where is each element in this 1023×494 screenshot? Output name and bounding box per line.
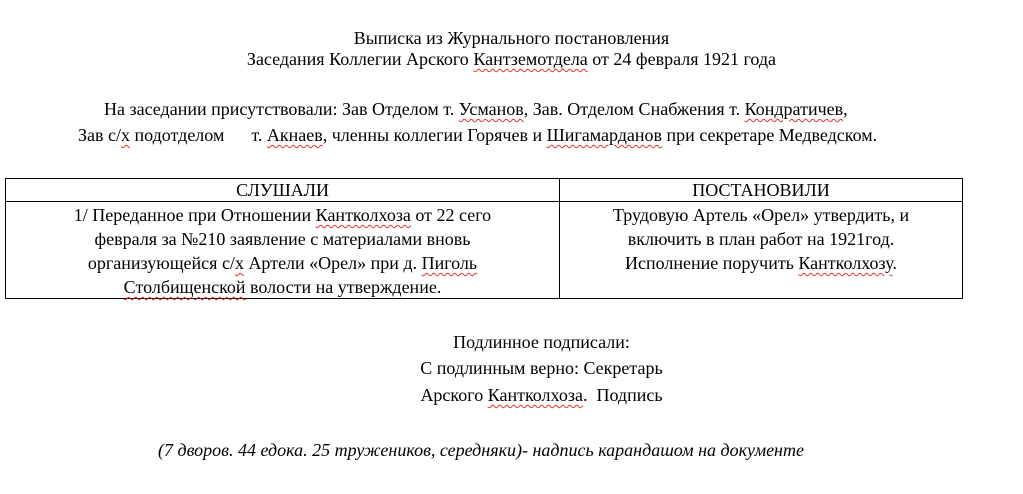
attendance-text: Зав с/ xyxy=(78,125,121,145)
heard-text: Артели «Орел» при д. xyxy=(243,253,422,273)
attendance-text: , членны коллегии Горячев и xyxy=(322,125,547,145)
resolved-line-3 xyxy=(560,251,962,275)
subtitle-org-name: Кантземотдела xyxy=(473,49,588,69)
signature-line-3 xyxy=(30,383,1023,407)
attendance-text: , Зав. Отделом Снабжения т. xyxy=(523,99,745,119)
heard-text: от 22 сего xyxy=(410,205,492,225)
attendance-name: Шигамарданов xyxy=(546,125,663,145)
heard-line-1 xyxy=(6,203,559,227)
table-header-resolved: ПОСТАНОВИЛИ xyxy=(692,180,830,200)
resolved-line-1: Трудовую Артель «Орел» утвердить, и xyxy=(612,205,910,225)
attendance-text: х xyxy=(121,125,130,145)
attendance-name: Кондратичев xyxy=(744,99,844,119)
pencil-note: (7 дворов. 44 едока. 25 тружеников, середняки)- надпись карандашом на документе xyxy=(158,440,804,460)
signature-text: Арского xyxy=(420,385,488,405)
resolution-table xyxy=(5,178,963,299)
subtitle-text: Заседания Коллегии Арского xyxy=(246,49,474,69)
attendance-line-2 xyxy=(78,123,877,147)
heard-line-3 xyxy=(6,251,559,275)
attendance-line-1 xyxy=(104,97,848,121)
attendance-name: Усманов xyxy=(458,99,524,119)
table-row-divider xyxy=(6,201,962,202)
heard-text: организующейся с/ xyxy=(87,253,235,273)
heard-line-2: февраля за №210 заявление с материалами вновь xyxy=(94,229,471,249)
heard-text: 1/ Переданное при Отношении xyxy=(73,205,316,225)
attendance-text: На заседании присутствовали: Зав Отделом т. xyxy=(104,99,459,119)
signature-org: Кантколхоза xyxy=(487,385,583,405)
subtitle-date: от 24 февраля 1921 года xyxy=(587,49,777,69)
attendance-text: при секретаре Медведском. xyxy=(662,125,878,145)
heard-text: волости на утверждение. xyxy=(245,277,442,297)
table-cell-resolved xyxy=(560,203,962,275)
signature-line-1: Подлинное подписали: xyxy=(453,332,630,352)
resolved-line-2: включить в план работ на 1921год. xyxy=(627,229,895,249)
document-subtitle xyxy=(0,47,1023,71)
table-header-heard: СЛУШАЛИ xyxy=(236,180,329,200)
signature-text: . Подпись xyxy=(582,385,663,405)
heard-org: Кантколхоза xyxy=(315,205,411,225)
resolved-text: Исполнение поручить xyxy=(625,253,799,273)
title-line-1: Выписка из Журнального постановления xyxy=(353,28,670,48)
heard-text: х xyxy=(234,253,244,273)
attendance-name: Акнаев xyxy=(266,125,323,145)
heard-volost: Столбищенской xyxy=(123,277,246,297)
attendance-text: , xyxy=(843,99,848,119)
resolved-text: . xyxy=(892,253,897,273)
signature-line-2: С подлинным верно: Секретарь xyxy=(420,358,663,378)
resolved-org: Кантколхозу xyxy=(798,253,893,273)
heard-line-4 xyxy=(6,275,559,299)
heard-village: Пиголь xyxy=(421,253,478,273)
table-cell-heard xyxy=(6,203,559,299)
attendance-text: подотделом т. xyxy=(130,125,267,145)
